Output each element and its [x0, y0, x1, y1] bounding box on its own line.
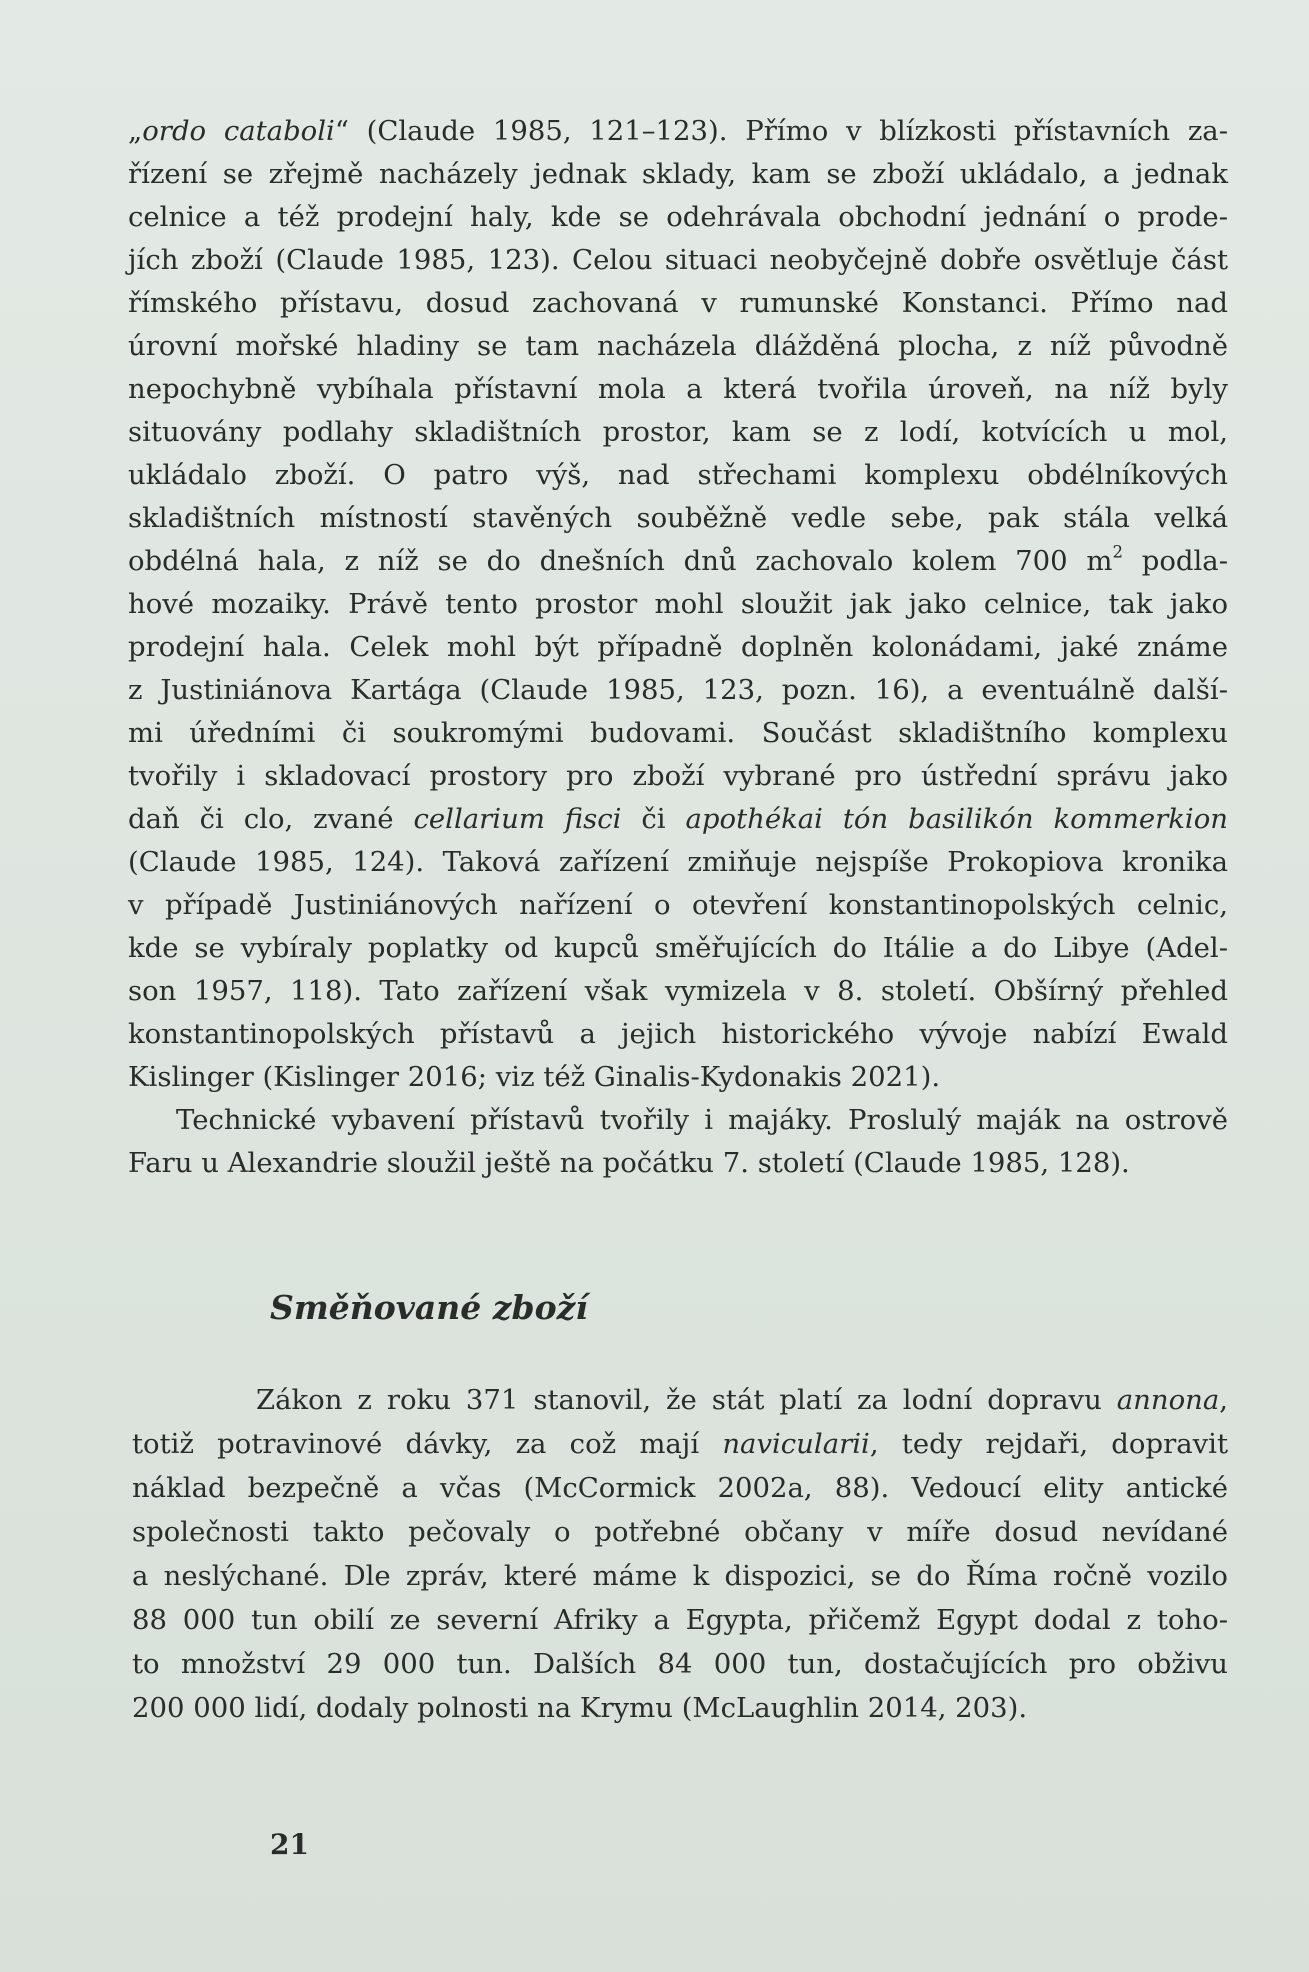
page-number: 21: [270, 1828, 309, 1861]
text-line: římského přístavu, dosud zachovaná v rumunské Konstanci. Přímo nad: [128, 287, 1228, 319]
text-line: situovány podlahy skladištních prostor, kam se z lodí, kotvících u mol,: [128, 416, 1228, 448]
text-line: daň či clo, zvané cellarium fisci či apothékai tón basilikón kommerkion: [128, 803, 1228, 835]
text-line: řízení se zřejmě nacházely jednak sklady, kam se zboží ukládalo, a jednak: [128, 158, 1228, 190]
italic-term: navicularii: [722, 1428, 870, 1460]
italic-term: apothékai tón basilikón kommerkion: [685, 803, 1228, 835]
text-line: obdélná hala, z níž se do dnešních dnů zachovalo kolem 700 $m^2$ podla-: [128, 542, 1228, 577]
text-line: prodejní hala. Celek mohl být případně doplněn kolonádami, jaké známe: [128, 631, 1228, 663]
text-line: skladištních místností stavěných souběžně vedle sebe, pak stála velká: [128, 502, 1228, 534]
text-line: společnosti takto pečovaly o potřebné občany v míře dosud nevídané: [132, 1516, 1228, 1548]
text-line: celnice a též prodejní haly, kde se odehrávala obchodní jednání o prode-: [128, 201, 1228, 233]
text-line: 200 000 lidí, dodaly polnosti na Krymu (McLaughlin 2014, 203).: [132, 1692, 1028, 1724]
text-line: mi úředními či soukromými budovami. Součást skladištního komplexu: [128, 717, 1228, 749]
text-line: hové mozaiky. Právě tento prostor mohl sloužit jak jako celnice, tak jako: [128, 588, 1228, 620]
text-line: nepochybně vybíhala přístavní mola a která tvořila úroveň, na níž byly: [128, 373, 1228, 405]
text-line: son 1957, 118). Tato zařízení však vymizela v 8. století. Obšírný přehled: [128, 975, 1228, 1007]
text-line: konstantinopolských přístavů a jejich historického vývoje nabízí Ewald: [128, 1018, 1228, 1050]
text-line: úrovní mořské hladiny se tam nacházela dlážděná plocha, z níž původně: [128, 330, 1228, 362]
text-line: jích zboží (Claude 1985, 123). Celou situaci neobyčejně dobře osvětluje část: [128, 244, 1228, 276]
text-line: (Claude 1985, 124). Taková zařízení zmiňuje nejspíše Prokopiova kronika: [128, 846, 1228, 878]
text-line: totiž potravinové dávky, za což mají navicularii, tedy rejdaři, dopravit: [132, 1428, 1228, 1460]
text-line: a neslýchané. Dle zpráv, které máme k dispozici, se do Říma ročně vozilo: [132, 1560, 1228, 1592]
text-line: náklad bezpečně a včas (McCormick 2002a, 88). Vedoucí elity antické: [132, 1472, 1228, 1504]
text-line: to množství 29 000 tun. Dalších 84 000 tun, dostačujících pro obživu: [132, 1648, 1228, 1680]
text-line: 88 000 tun obilí ze severní Afriky a Egypta, přičemž Egypt dodal z toho-: [132, 1604, 1228, 1636]
text-line: kde se vybíraly poplatky od kupců směřujících do Itálie a do Libye (Adel-: [128, 932, 1228, 964]
section-heading: Směňované zboží: [270, 1288, 588, 1327]
text-line: Technické vybavení přístavů tvořily i majáky. Proslulý maják na ostrově: [176, 1104, 1228, 1136]
italic-term: cellarium fisci: [413, 803, 622, 835]
superscript: 2: [1112, 542, 1123, 562]
italic-term: annona: [1116, 1384, 1220, 1416]
text-line: Faru u Alexandrie sloužil ještě na počátku 7. století (Claude 1985, 128).: [128, 1147, 1130, 1179]
paragraph-ports: [128, 110, 1228, 1185]
text-line: „ordo cataboli“ (Claude 1985, 121–123). Přímo v blízkosti přístavních za-: [128, 115, 1228, 147]
paragraph-goods: [132, 1378, 1228, 1730]
text-line: ukládalo zboží. O patro výš, nad střechami komplexu obdélníkových: [128, 459, 1228, 491]
text-line: v případě Justiniánových nařízení o otevření konstantinopolských celnic,: [128, 889, 1228, 921]
text-line: z Justiniánova Kartága (Claude 1985, 123, pozn. 16), a eventuálně další-: [128, 674, 1228, 706]
text-line: Kislinger (Kislinger 2016; viz též Ginalis-Kydonakis 2021).: [128, 1061, 941, 1093]
text-line: tvořily i skladovací prostory pro zboží vybrané pro ústřední správu jako: [128, 760, 1228, 792]
text-line: Zákon z roku 371 stanovil, že stát platí za lodní dopravu annona,: [256, 1384, 1228, 1416]
italic-term: ordo cataboli: [142, 115, 335, 147]
